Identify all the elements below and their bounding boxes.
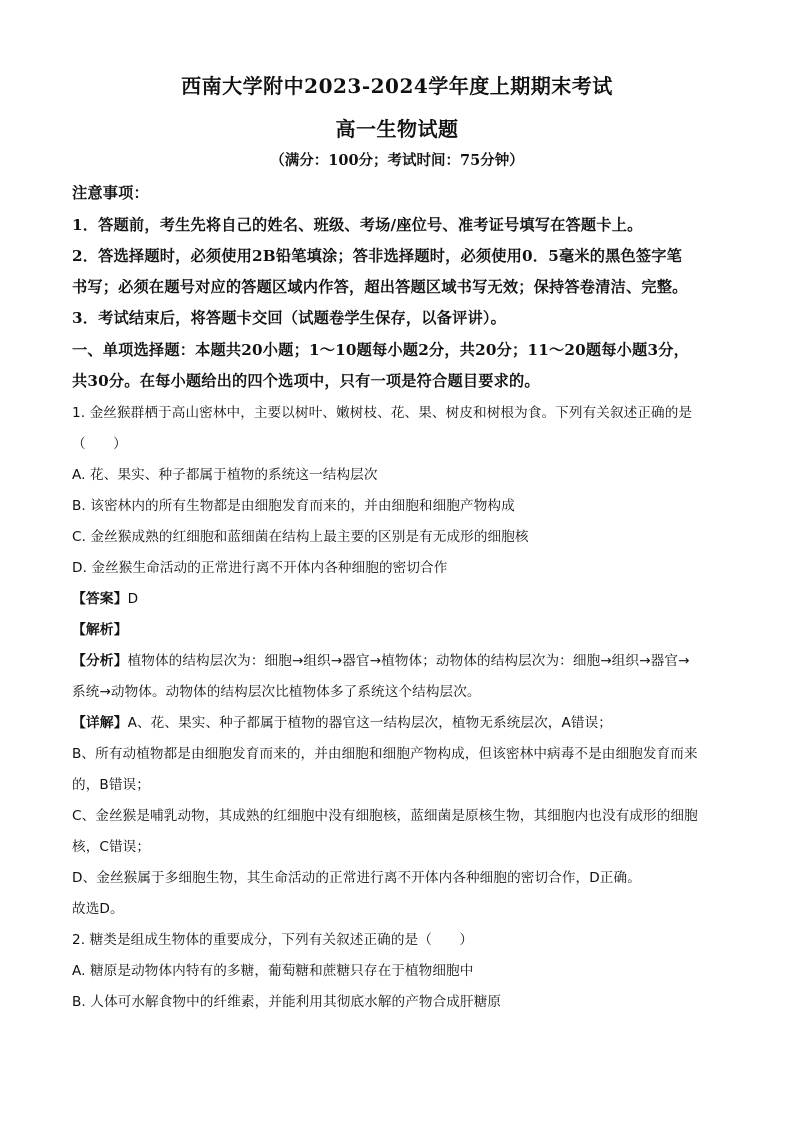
- q1-fenxi-line-2: 系统→动物体。动物体的结构层次比植物体多了系统这个结构层次。: [72, 684, 481, 700]
- q1-xiangjie-b-line-2: 的，B错误；: [72, 777, 150, 793]
- q1-xiangjie-a: [72, 711, 722, 731]
- xiangjie-tag: 【详解】: [72, 715, 128, 731]
- exam-title: 西南大学附中2023-2024学年度上期期末考试: [181, 74, 613, 98]
- q1-conclusion: 故选D。: [72, 901, 124, 917]
- q1-option-b: B. 该密林内的所有生物都是由细胞发育而来的，并由细胞和细胞产物构成: [72, 498, 515, 514]
- xiangjie-a-text: A、花、果实、种子都属于植物的器官这一结构层次，植物无系统层次，A错误；: [127, 715, 612, 731]
- notes-item-2-line-1: 2．答选择题时，必须使用2B铅笔填涂；答非选择题时，必须使用0．5毫米的黑色签字笔: [72, 247, 683, 265]
- exam-info: （满分：100分；考试时间：75分钟）: [270, 152, 524, 169]
- q1-xiangjie-c-line-2: 核，C错误；: [72, 839, 151, 855]
- q1-fenxi-line-1: [72, 649, 722, 669]
- fenxi-tag: 【分析】: [72, 653, 128, 669]
- q2-stem: 2. 糖类是组成生物体的重要成分，下列有关叙述正确的是（ ）: [72, 932, 474, 948]
- section-1-heading-line-1: 一、单项选择题：本题共20小题；1～10题每小题2分，共20分；11～20题每小题3分，: [72, 341, 689, 359]
- answer-value: D: [127, 591, 139, 607]
- q1-xiangjie-d: D、金丝猴属于多细胞生物，其生命活动的正常进行离不开体内各种细胞的密切合作，D正确。: [72, 870, 641, 886]
- notes-heading: 注意事项：: [72, 184, 149, 202]
- notes-item-1: 1．答题前，考生先将自己的姓名、班级、考场/座位号、准考证号填写在答题卡上。: [72, 216, 643, 234]
- q1-option-c: C. 金丝猴成熟的红细胞和蓝细菌在结构上最主要的区别是有无成形的细胞核: [72, 529, 529, 545]
- exam-subtitle: 高一生物试题: [335, 117, 459, 141]
- notes-item-2-line-2: 书写；必须在题号对应的答题区域内作答，超出答题区域书写无效；保持答卷清洁、完整。: [72, 278, 688, 296]
- q2-option-a: A. 糖原是动物体内特有的多糖，葡萄糖和蔗糖只存在于植物细胞中: [72, 963, 474, 979]
- analysis-tag: 【解析】: [72, 622, 128, 638]
- q1-option-d: D. 金丝猴生命活动的正常进行离不开体内各种细胞的密切合作: [72, 560, 448, 576]
- q1-xiangjie-b-line-1: B、所有动植物都是由细胞发育而来的，并由细胞和细胞产物构成，但该密林中病毒不是由细胞发育而来: [72, 746, 698, 762]
- q1-stem-line-2: （ ）: [72, 436, 127, 452]
- q1-option-a: A. 花、果实、种子都属于植物的系统这一结构层次: [72, 467, 378, 483]
- notes-item-3: 3．考试结束后，将答题卡交回（试题卷学生保存，以备评讲）。: [72, 309, 507, 327]
- q2-option-b: B. 人体可水解食物中的纤维素，并能利用其彻底水解的产物合成肝糖原: [72, 994, 502, 1010]
- q1-answer: [72, 587, 722, 607]
- fenxi-text-1: 植物体的结构层次为：细胞→组织→器官→植物体；动物体的结构层次为：细胞→组织→器官→: [127, 653, 690, 669]
- q1-analysis-heading: [72, 618, 722, 638]
- q1-xiangjie-c-line-1: C、金丝猴是哺乳动物，其成熟的红细胞中没有细胞核，蓝细菌是原核生物，其细胞内也没有成形的细胞: [72, 808, 698, 824]
- q1-stem-line-1: 1. 金丝猴群栖于高山密林中，主要以树叶、嫩树枝、花、果、树皮和树根为食。下列有关叙述正确的是: [72, 405, 693, 421]
- section-1-heading-line-2: 共30分。在每小题给出的四个选项中，只有一项是符合题目要求的。: [72, 372, 540, 390]
- answer-tag: 【答案】: [72, 591, 128, 607]
